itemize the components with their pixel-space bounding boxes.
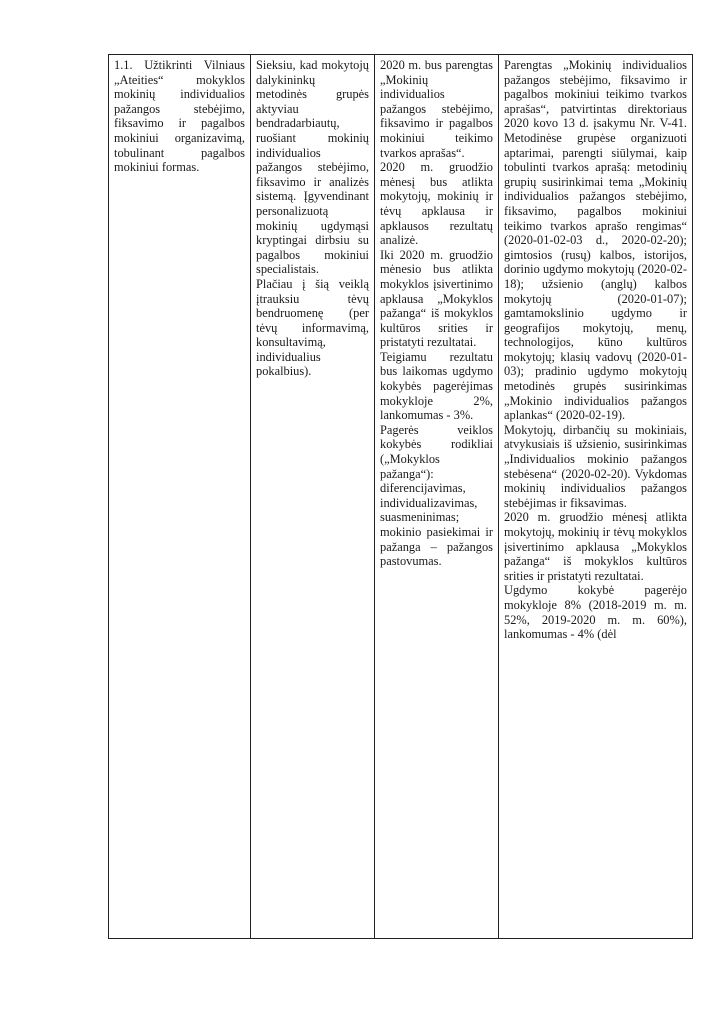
- plan-table: [108, 54, 693, 939]
- goal-text: 1.1. Užtikrinti Vilniaus „Ateities“ mokyklos mokinių individualios pažangos stebėjimo, fiksavimo ir pagalbos mokiniui organizavimą, tobulinant pagalbos mokiniui formas.: [114, 58, 245, 175]
- tasks-paragraph: Sieksiu, kad mokytojų dalykininkų metodinės grupės aktyviau bendradarbiautų, ruošiant mokinių individualios pažangos stebėjimo, fiksavimo ir analizės sistemą. Įgyvendinant personalizuotą mokinių ugdymąsi kryptingai dirbsiu su pagalbos mokiniui specialistais.: [256, 58, 369, 277]
- results-paragraph: Mokytojų, dirbančių su mokiniais, atvykusiais iš užsienio, susirinkimas „Individualios mokinio pažangos stebėsena“ (2020-02-20). Vykdomas mokinių individualios pažangos stebėjimas ir fiksavimas.: [504, 422, 687, 510]
- criteria-paragraph: 2020 m. bus parengtas „Mokinių individualios pažangos stebėjimo, fiksavimo ir pagalbos mokiniui teikimo tvarkos aprašas“.: [380, 58, 493, 160]
- criteria-cell: [375, 55, 499, 939]
- criteria-paragraph: Teigiamu rezultatu bus laikomas ugdymo kokybės pagerėjimas mokykloje 2%, lankomumas - 3%.: [380, 349, 493, 423]
- criteria-paragraph: 2020 m. gruodžio mėnesį bus atlikta mokytojų, mokinių ir tėvų apklausa ir apklausos rezultatų analizė.: [380, 160, 493, 248]
- table-row: [109, 55, 693, 939]
- criteria-paragraph: Pagerės veiklos kokybės rodikliai („Mokyklos pažanga“): diferencijavimas, individualizavimas, suasmeninimas; mokinio pasiekimai ir pažanga – pažangos pastovumas.: [380, 422, 493, 569]
- goal-cell: [109, 55, 251, 939]
- tasks-paragraph: Plačiau į šią veiklą įtrauksiu tėvų bendruomenę (per tėvų informavimą, konsultavimą, individualius pokalbius).: [256, 276, 369, 379]
- results-paragraph: 2020 m. gruodžio mėnesį atlikta mokytojų, mokinių ir tėvų mokyklos įsivertinimo apklausa „Mokyklos pažanga“ iš mokyklos kultūros srities ir pristatyti rezultatai.: [504, 510, 687, 583]
- results-cell: [499, 55, 693, 939]
- results-paragraph: Parengtas „Mokinių individualios pažangos stebėjimo, fiksavimo ir pagalbos mokiniui teikimo tvarkos aprašas“, patvirtintas direktoriaus 2020 kovo 13 d. įsakymu Nr. V-41. Metodinėse grupėse organizuoti aptarimai, parengti siūlymai, kaip tobulinti tvarkos aprašą: metodinių grupių susirinkimai tema „Mokinių individualios pažangos stebėjimo, fiksavimo, pagalbos mokiniui teikimo tvarkos aprašo rengimas“ (2020-01-02-03 d., 2020-02-20); gimtosios (rusų) kalbos, istorijos, dorinio ugdymo mokytojų (2020-02-18); užsienio (anglų) kalbos mokytojų (2020-01-07); gamtamokslinio ugdymo ir geografijos mokytojų, menų, technologijos, kūno kultūros mokytojų; klasių vadovų (2020-01-03); pradinio ugdymo mokytojų metodinės grupės susirinkimas „Mokinio individualios pažangos aplankas“ (2020-02-19).: [504, 58, 687, 423]
- tasks-cell: [251, 55, 375, 939]
- results-paragraph: Ugdymo kokybė pagerėjo mokykloje 8% (2018-2019 m. m. 52%, 2019-2020 m. m. 60%), lankomumas - 4% (dėl: [504, 583, 687, 642]
- criteria-paragraph: Iki 2020 m. gruodžio mėnesio bus atlikta mokyklos įsivertinimo apklausa „Mokyklos pažanga“ iš mokyklos kultūros srities ir pristatyti rezultatai.: [380, 247, 493, 350]
